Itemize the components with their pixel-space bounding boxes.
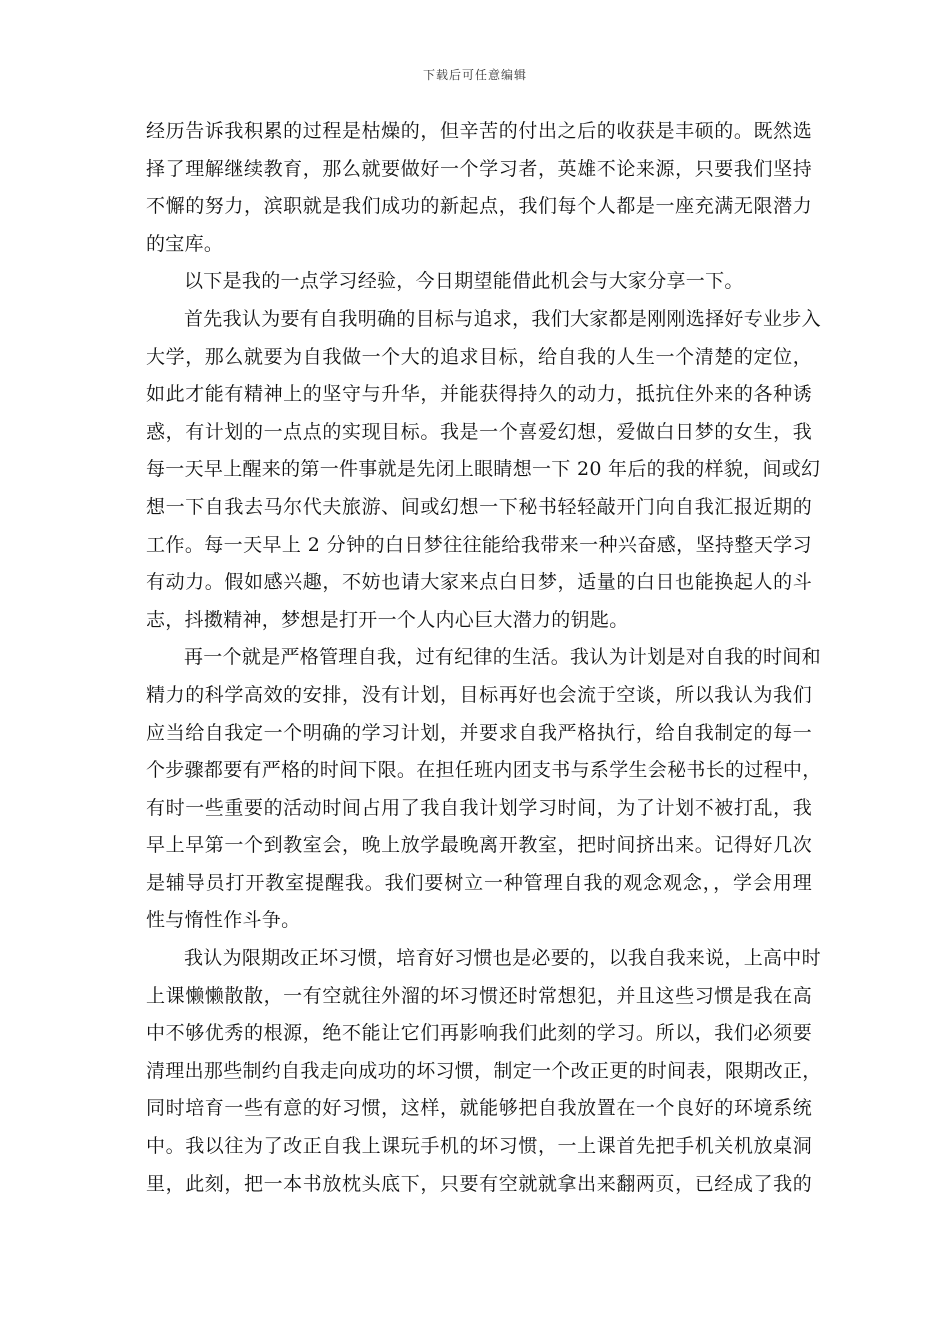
text-line: 的宝库。	[146, 232, 224, 255]
text-line: 精力的科学高效的安排，没有计划，目标再好也会流于空谈，所以我认为我们	[146, 683, 812, 706]
text-line: 想一下自我去马尔代夫旅游、间或幻想一下秘书轻轻敲开门向自我汇报近期的	[146, 495, 812, 518]
text-line: 有动力。假如感兴趣，不妨也请大家来点白日梦，适量的白日也能换起人的斗	[146, 571, 812, 594]
document-body	[146, 113, 822, 1203]
text-line: 中不够优秀的根源，绝不能让它们再影响我们此刻的学习。所以，我们必须要	[146, 1022, 812, 1045]
text-line: 早上早第一个到教室会，晚上放学最晚离开教室，把时间挤出来。记得好几次	[146, 834, 812, 857]
text-line: 个步骤都要有严格的时间下限。在担任班内团支书与系学生会秘书长的过程中，	[146, 759, 822, 782]
text-line: 惑，有计划的一点点的实现目标。我是一个喜爱幻想，爱做白日梦的女生，我	[146, 420, 812, 443]
text-line: 里，此刻，把一本书放枕头底下，只要有空就就拿出来翻两页，已经成了我的	[146, 1172, 812, 1195]
text-line: 同时培育一些有意的好习惯，这样，就能够把自我放置在一个良好的环境系统	[146, 1097, 812, 1120]
text-line: 清理出那些制约自我走向成功的坏习惯，制定一个改正更的时间表，限期改正，	[146, 1059, 822, 1082]
paragraph	[146, 113, 812, 263]
paragraph	[146, 639, 822, 940]
text-line: 是辅导员打开教室提醒我。我们要树立一种管理自我的观念观念，，学会用理	[146, 871, 812, 894]
page-header-note: 下载后可任意编辑	[422, 68, 527, 82]
text-line: 我认为限期改正坏习惯，培育好习惯也是必要的，以我自我来说，上高中时	[184, 947, 821, 970]
paragraph	[146, 940, 822, 1203]
text-line: 每一天早上醒来的第一件事就是先闭上眼睛想一下 20 年后的我的样貌，间或幻	[146, 458, 821, 481]
text-line: 大学，那么就要为自我做一个大的追求目标，给自我的人生一个清楚的定位，	[146, 345, 812, 368]
paragraph	[146, 263, 812, 301]
paragraph	[146, 301, 821, 639]
text-line: 应当给自我定一个明确的学习计划，并要求自我严格执行，给自我制定的每一	[146, 721, 812, 744]
text-line: 中。我以往为了改正自我上课玩手机的坏习惯，一上课首先把手机关机放桌洞	[146, 1135, 812, 1158]
text-line: 择了理解继续教育，那么就要做好一个学习者，英雄不论来源，只要我们坚持	[146, 157, 812, 180]
text-line: 再一个就是严格管理自我，过有纪律的生活。我认为计划是对自我的时间和	[184, 646, 821, 669]
text-line: 首先我认为要有自我明确的目标与追求，我们大家都是刚刚选择好专业步入	[184, 307, 821, 330]
text-line: 不懈的努力，滨职就是我们成功的新起点，我们每个人都是一座充满无限潜力	[146, 195, 812, 218]
text-line: 有时一些重要的活动时间占用了我自我计划学习时间，为了计划不被打乱，我	[146, 796, 812, 819]
text-line: 经历告诉我积累的过程是枯燥的，但辛苦的付出之后的收获是丰硕的。既然选	[146, 120, 812, 142]
text-line: 如此才能有精神上的坚守与升华，并能获得持久的动力，抵抗住外来的各种诱	[146, 383, 812, 406]
text-line: 工作。每一天早上 2 分钟的白日梦往往能给我带来一种兴奋感，坚持整天学习	[146, 533, 812, 556]
text-line: 性与惰性作斗争。	[146, 909, 301, 932]
text-line: 上课懒懒散散，一有空就往外溜的坏习惯还时常想犯，并且这些习惯是我在高	[146, 984, 812, 1007]
text-line: 以下是我的一点学习经验，今日期望能借此机会与大家分享一下。	[184, 270, 744, 293]
text-line: 志，抖擞精神，梦想是打开一个人内心巨大潜力的钥匙。	[146, 608, 629, 631]
